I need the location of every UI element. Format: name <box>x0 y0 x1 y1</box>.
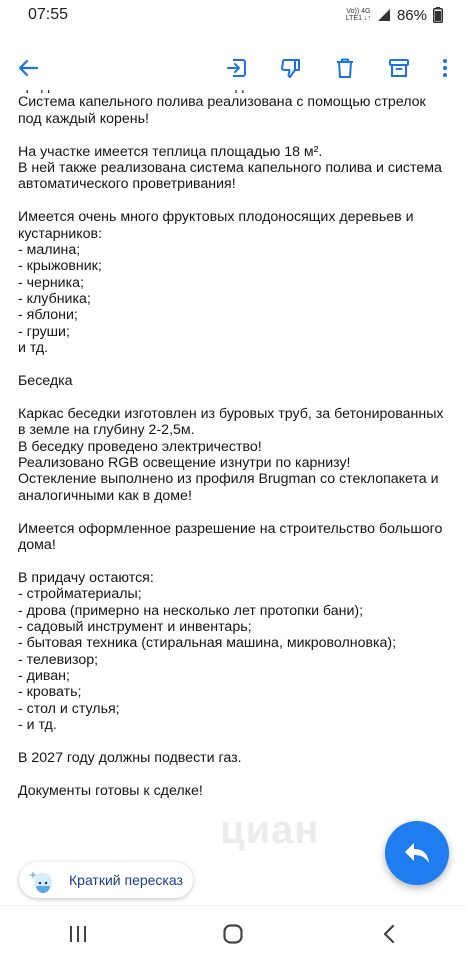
message-line: - и тд. <box>18 717 57 734</box>
blank-line <box>18 766 458 782</box>
blank-line <box>18 504 458 520</box>
toolbar <box>0 44 467 92</box>
message-line: Документы готовы к сделке! <box>18 782 203 799</box>
message-line: Реализовано RGB освещение изнутри по карнизу! <box>18 454 351 471</box>
message-line: - кровать; <box>18 684 82 701</box>
move-button[interactable] <box>217 48 257 88</box>
message-line: В беседку проведено электричество! <box>18 438 262 455</box>
blank-line <box>18 734 458 750</box>
network-indicator: Vo)) 4G LTE1 ↓↑ <box>345 8 371 22</box>
status-time: 07:55 <box>28 6 69 23</box>
blank-line <box>18 193 458 209</box>
message-line: Система капельного полива реализована с помощью стрелок <box>18 94 426 111</box>
more-vert-icon <box>442 58 448 78</box>
dislike-icon <box>279 56 303 80</box>
nav-back-button[interactable] <box>359 914 419 954</box>
recent-apps-icon <box>68 925 88 943</box>
reply-button[interactable] <box>385 821 449 885</box>
back-button[interactable] <box>8 48 48 88</box>
blank-line <box>18 389 458 405</box>
dislike-button[interactable] <box>271 48 311 88</box>
message-line: На участке имеется теплица площадью 18 м². <box>18 143 323 160</box>
message-line: - стройматериалы; <box>18 586 142 603</box>
archive-button[interactable] <box>379 48 419 88</box>
recent-apps-button[interactable] <box>48 914 108 954</box>
battery-icon <box>433 7 443 23</box>
message-line: В придачу остаются: <box>18 569 154 586</box>
message-line: Имеется оформленное разрешение на строительство большого <box>18 520 443 537</box>
archive-icon <box>387 56 411 80</box>
message-line: - клубника; <box>18 291 91 308</box>
message-line: Беседка <box>18 373 73 390</box>
summary-button[interactable] <box>19 862 193 898</box>
watermark: циан <box>220 808 320 852</box>
message-line: - дрова (примерно на несколько лет протопки бани); <box>18 602 364 619</box>
message-line: - диван; <box>18 668 70 685</box>
message-line: Остекление выполнено из профиля Brugman со стеклопакета и <box>18 471 439 488</box>
message-line: - крыжовник; <box>18 258 102 275</box>
back-arrow-icon <box>17 57 39 79</box>
message-line: - груши; <box>18 323 70 340</box>
message-line: - малина; <box>18 241 81 258</box>
summary-sparkle-icon <box>27 865 57 895</box>
move-icon <box>225 56 249 80</box>
system-nav-bar <box>0 905 467 961</box>
message-line: и тд. <box>18 340 49 357</box>
home-button[interactable] <box>203 914 263 954</box>
home-icon <box>222 923 244 945</box>
reply-icon <box>403 841 431 865</box>
battery-percent: 86% <box>396 6 427 24</box>
summary-label: Краткий пересказ <box>69 872 183 888</box>
message-line: - черника; <box>18 274 84 291</box>
message-line: под каждый корень! <box>18 110 149 127</box>
message-line: - стол и стулья; <box>18 700 120 717</box>
message-line: - телевизор; <box>18 651 99 668</box>
message-line: В 2027 году должны подвести газ. <box>18 750 242 767</box>
blank-line <box>18 553 458 569</box>
more-options-button[interactable] <box>433 48 457 88</box>
message-line: кустарников: <box>18 225 103 242</box>
blank-line <box>18 127 458 143</box>
message-line: Имеется очень много фруктовых плодоносящих деревьев и <box>18 209 414 226</box>
signal-icon <box>377 8 391 22</box>
message-line: Каркас беседки изготовлен из буровых труб, за бетонированных <box>18 405 444 422</box>
message-line: автоматического проветривания! <box>18 176 236 193</box>
back-icon <box>382 924 396 944</box>
status-bar <box>0 0 467 30</box>
message-line: - бытовая техника (стиральная машина, микроволновка); <box>18 635 397 652</box>
message-body <box>18 78 458 799</box>
message-line: - садовый инструмент и инвентарь; <box>18 618 252 635</box>
message-line: аналогичными как в доме! <box>18 487 192 504</box>
blank-line <box>18 357 458 373</box>
message-line: дома! <box>18 536 56 553</box>
status-icons <box>346 7 443 24</box>
message-line: - яблони; <box>18 307 78 324</box>
trash-icon <box>333 56 357 80</box>
message-line: в земле на глубину 2-2,5м. <box>18 422 195 439</box>
delete-button[interactable] <box>325 48 365 88</box>
message-line: В ней также реализована система капельного полива и система <box>18 159 442 176</box>
